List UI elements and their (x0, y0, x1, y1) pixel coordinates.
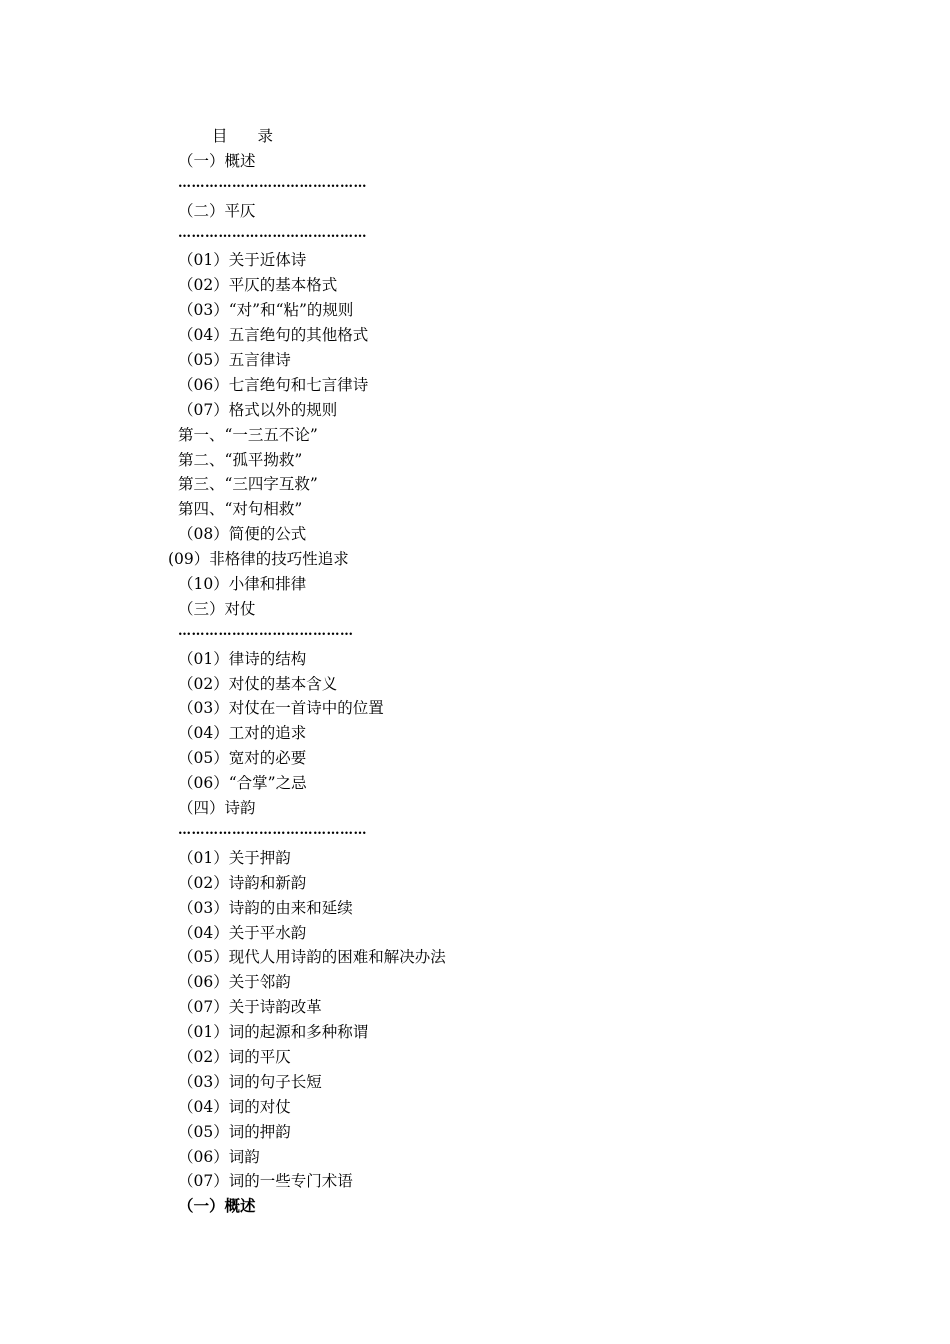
toc-entry: （02）对仗的基本含义 (178, 674, 338, 693)
dot-leader: …………………………………… (178, 225, 367, 241)
toc-entry: （04）五言绝句的其他格式 (178, 326, 369, 345)
toc-entry: （04）词的对仗 (178, 1097, 291, 1116)
toc-entry: （04）工对的追求 (178, 724, 307, 743)
toc-entry: （05）现代人用诗韵的困难和解决办法 (178, 948, 446, 967)
toc-entry: （03）“对”和“粘”的规则 (178, 301, 354, 320)
toc-entry: （03）对仗在一首诗中的位置 (178, 699, 384, 718)
toc-entry: （07）词的一些专门术语 (178, 1172, 353, 1191)
toc-title (178, 124, 778, 149)
toc-entry: (09）非格律的技巧性追求 (168, 550, 349, 569)
table-of-contents (168, 124, 778, 1219)
toc-entry: （01）词的起源和多种称谓 (178, 1023, 369, 1042)
dot-leader: ………………………………… (178, 623, 354, 639)
toc-entry: （三）对仗 (178, 599, 256, 618)
toc-entry: （02）诗韵和新韵 (178, 873, 307, 892)
toc-entry: （05）宽对的必要 (178, 749, 307, 768)
toc-entry: （03）词的句子长短 (178, 1072, 322, 1091)
section-heading: （一）概述 (178, 1196, 256, 1216)
toc-entry: （05）五言律诗 (178, 351, 291, 370)
toc-entry: （01）律诗的结构 (178, 649, 307, 668)
toc-entry: （07）格式以外的规则 (178, 400, 338, 419)
dot-leader: …………………………………… (178, 822, 367, 838)
toc-entry: （07）关于诗韵改革 (178, 998, 322, 1017)
toc-entry: 第三、“三四字互救” (178, 475, 318, 494)
toc-entry: （06）关于邻韵 (178, 973, 291, 992)
toc-entry: （02）平仄的基本格式 (178, 276, 338, 295)
toc-entry: （06）七言绝句和七言律诗 (178, 375, 369, 394)
toc-entry: （05）词的押韵 (178, 1122, 291, 1141)
toc-entry: （二）平仄 (178, 201, 256, 220)
toc-entry: （02）词的平仄 (178, 1047, 291, 1066)
toc-entry: 第四、“对句相救” (178, 500, 303, 519)
toc-title-right: 录 (257, 127, 274, 145)
toc-entry: （04）关于平水韵 (178, 923, 307, 942)
toc-entry: （一）概述 (178, 151, 256, 170)
toc-entry: （10）小律和排律 (178, 575, 307, 594)
toc-entry: （08）简便的公式 (178, 525, 307, 544)
toc-entry: 第二、“孤平拗救” (178, 450, 303, 469)
toc-entry: （03）诗韵的由来和延续 (178, 898, 353, 917)
toc-entry: （06）词韵 (178, 1147, 260, 1166)
dot-leader: …………………………………… (178, 175, 367, 191)
toc-entry: 第一、“一三五不论” (178, 425, 318, 444)
toc-entry: （06）“合掌”之忌 (178, 774, 307, 793)
toc-title-left: 目 (212, 127, 228, 145)
toc-entry: （四）诗韵 (178, 799, 256, 818)
toc-entry: （01）关于押韵 (178, 848, 291, 867)
toc-entry: （01）关于近体诗 (178, 251, 307, 270)
